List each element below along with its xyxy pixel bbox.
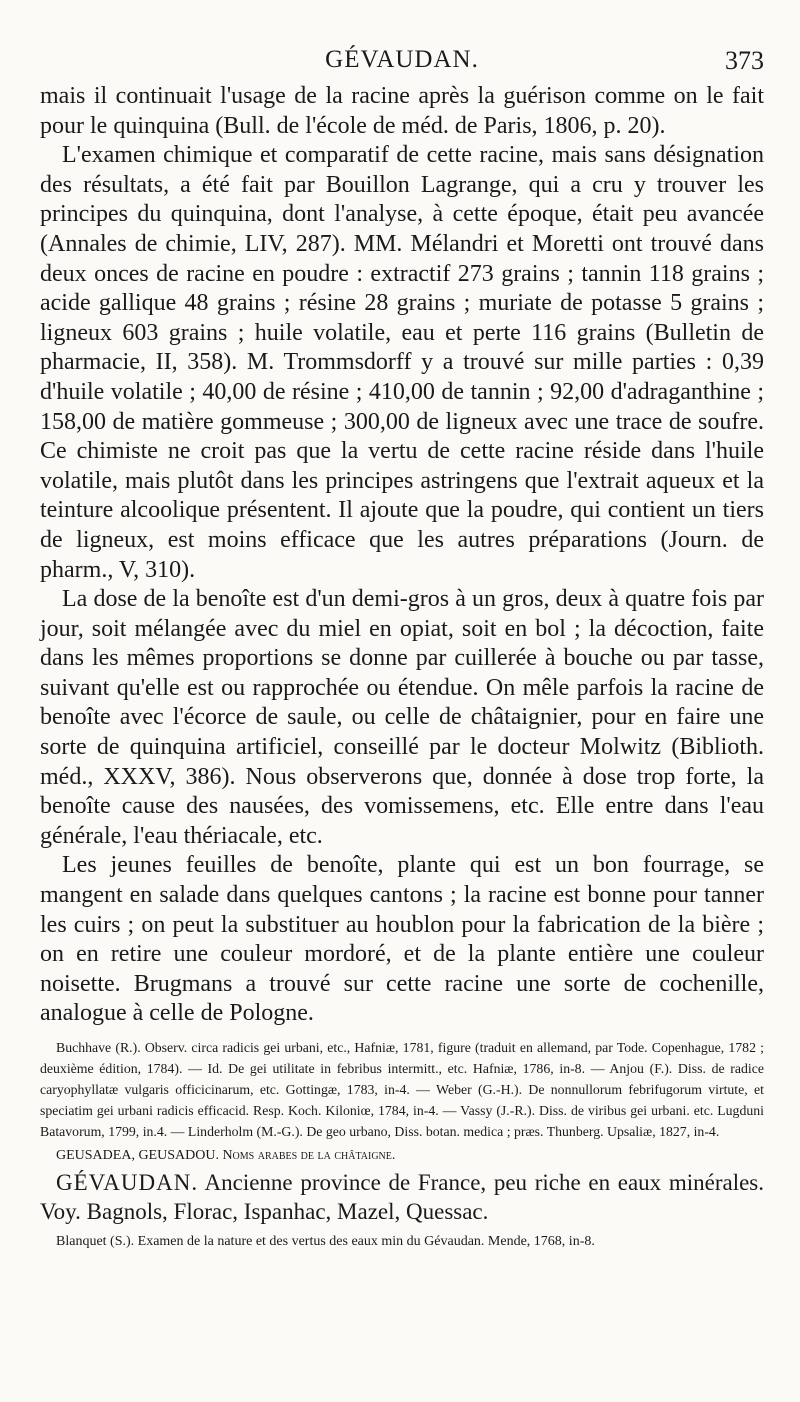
entry-headword: GÉVAUDAN. (56, 1170, 199, 1195)
dictionary-entry-geusadea: GEUSADEA, GEUSADOU. Noms arabes de la châtaigne. (56, 1148, 396, 1163)
body-text (40, 82, 764, 1252)
running-title: GÉVAUDAN. (325, 46, 479, 73)
page-number: 373 (725, 46, 764, 75)
entry-reference: Blanquet (S.). Examen de la nature et des vertus des eaux min du Gévaudan. Mende, 1768, in-8. (56, 1234, 595, 1249)
entry-text: Ancienne province de France, peu riche en eaux minérales. Voy. Bagnols, Florac, Ispanhac, Mazel, Quessac. (40, 1170, 764, 1224)
paragraph-2: L'examen chimique et comparatif de cette racine, mais sans désignation des résultats, a été fait par Bouillon Lagrange, qui a cru y trouver les principes du quinquina, dont l'analyse, à cette époque, était peu avancée (Annales de chimie, LIV, 287). MM. Mélandri et Moretti ont trouvé dans deux onces de racine en poudre : extractif 273 grains ; tannin 118 grains ; acide gallique 48 grains ; résine 28 grains ; muriate de potasse 5 grains ; ligneux 603 grains ; huile volatile, eau et perte 116 grains (Bulletin de pharmacie, II, 358). M. Trommsdorff y a trouvé sur mille parties : 0,39 d'huile volatile ; 40,00 de résine ; 410,00 de tannin ; 92,00 d'adraganthine ; 158,00 de matière gommeuse ; 300,00 de ligneux avec une trace de soufre. Ce chimiste ne croit pas que la vertu de cette racine réside dans l'huile volatile, mais plutôt dans les principes astringens que l'extrait aqueux et la teinture alcoolique présentent. Il ajoute que la poudre, qui contient un tiers de ligneux, est moins efficace que les autres préparations (Journ. de pharm., V, 310). (40, 142, 764, 583)
bibliography-references: Buchhave (R.). Observ. circa radicis gei urbani, etc., Hafniæ, 1781, figure (traduit en allemand, par Tode. Copenhague, 1782 ; deuxième édition, 1784). — Id. De gei utilitate in febribus intermitt., etc. Hafniæ, 1786, in-8. — Anjou (F.). Diss. de radice caryophyllatæ vulgaris officicinarum, etc. Gottingæ, 1783, in-4. — Weber (G.-H.). De nonnullorum febrifugorum virtute, et speciatim gei urbani radicis efficacid. Resp. Koch. Kiloniœ, 1784, in-4. — Vassy (J.-R.). Diss. de viribus gei urbani. etc. Lugduni Batavorum, 1799, in.4. — Linderholm (M.-G.). De geo urbano, Diss. botan. medica ; præs. Thunberg. Upsaliæ, 1827, in-4. (40, 1040, 764, 1139)
page-header (40, 46, 764, 86)
dictionary-entry-gevaudan (40, 1168, 764, 1226)
paragraph-1: mais il continuait l'usage de la racine après la guérison comme on le fait pour le quinquina (Bull. de l'école de méd. de Paris, 1806, p. 20). (40, 83, 764, 139)
paragraph-3: La dose de la benoîte est d'un demi-gros à un gros, deux à quatre fois par jour, soit mélangée avec du miel en opiat, soit en bol ; la décoction, faite dans les mêmes proportions se donne par cuillerée à bouche ou par tasse, suivant qu'elle est ou rapprochée ou étendue. On mêle parfois la racine de benoîte avec l'écorce de saule, ou celle de châtaignier, pour en faire une sorte de quinquina artificiel, conseillé par le docteur Molwitz (Biblioth. méd., XXXV, 386). Nous observerons que, donnée à dose trop forte, la benoîte cause des nausées, des vomissemens, etc. Elle entre dans l'eau générale, l'eau thériacale, etc. (40, 586, 764, 849)
paragraph-4: Les jeunes feuilles de benoîte, plante qui est un bon fourrage, se mangent en salade dans quelques cantons ; la racine est bonne pour tanner les cuirs ; on peut la substituer au houblon pour la fabrication de la bière ; on en retire une couleur mordoré, et de la plante entière une couleur noisette. Brugmans a trouvé sur cette racine une sorte de cochenille, analogue à celle de Pologne. (40, 852, 764, 1027)
